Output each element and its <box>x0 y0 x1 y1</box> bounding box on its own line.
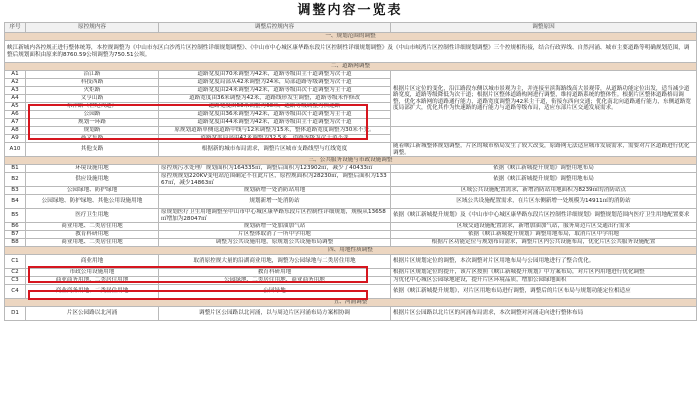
table-row <box>5 255 697 269</box>
row-id: B8 <box>5 239 26 247</box>
intro-row <box>5 41 697 63</box>
row-id: C1 <box>5 255 26 269</box>
table-row <box>5 223 697 231</box>
page-title: 调整内容一览表 <box>297 3 403 18</box>
table-row <box>5 187 697 195</box>
section-label: 二、道路网调整 <box>5 63 697 71</box>
row-adjusted: 道路宽度由36米调整为42米，道路线形发生调整，道路等级未作修改 <box>159 95 391 103</box>
section-row <box>5 299 697 307</box>
row-adjusted: 规划新增一处消防站 <box>159 195 391 209</box>
row-original: 市政公用设施用地 <box>26 269 159 277</box>
table-row <box>5 165 697 173</box>
row-original: 环境设施用地 <box>26 165 159 173</box>
table-row <box>5 173 697 187</box>
table-row <box>5 143 697 157</box>
row-original: 公园路 <box>26 111 159 119</box>
table-row <box>5 127 697 135</box>
row-reason: 依据《峡江新城提升规划》调整用地布局，取消片区中学用地 <box>391 231 697 239</box>
row-reason: 根据片区公园路以北片区的河涌布局需求，本次调整对河涌走向进行整体布局 <box>391 307 697 321</box>
row-id: A3 <box>5 87 26 95</box>
row-adjusted: 取消原控规大量的沿湖商业用地，调整为公园绿地与二类居住用地 <box>159 255 391 269</box>
row-original: 科技西路 <box>26 79 159 87</box>
row-id: A6 <box>5 111 26 119</box>
table-row <box>5 285 697 299</box>
row-original: 公园绿地、防护绿地、其他公用设施用地 <box>26 195 159 209</box>
row-reason: 根据片区定位的变化，沿江路段东侧以城市景观为主，并连接至滨海路线高大景观带，从道路功能定位出发，适当减少道路宽度，道路等级降低为次干道；根据片区整体道路构网进行调整，维持道路系统的整体性。根据片区整体道路格局调整，优化本路网的道路通行能力，道路宽度调整为42米主干道，衔接东西向交通；优化南北向道路通行能力，东侧道路宽度局部扩大，优化其作为快速路的通行能力与道路等级布局，适应东部片区交通发展需求。 <box>391 71 697 127</box>
table-row <box>5 231 697 239</box>
header-id: 序号 <box>5 23 26 33</box>
header-reason: 调整原因 <box>391 23 697 33</box>
row-reason: 根据片区功能定位与规划布局需求，调整片区内公共设施布局，优化片区公共服务设施配置 <box>391 239 697 247</box>
row-id: A7 <box>5 119 26 127</box>
row-adjusted: 道路宽度由24米调整为42米，道路等级由次干道调整为主干道 <box>159 87 391 95</box>
row-id: B6 <box>5 223 26 231</box>
header-row <box>5 23 697 33</box>
row-original: 商业用地 <box>26 255 159 269</box>
row-adjusted: 原规划医疗卫生用地调整至中山市中心城区康华路东段片区控制性详细规划，规模从13658㎡增加为28047㎡ <box>159 209 391 223</box>
row-original: 教育科研用地 <box>26 231 159 239</box>
row-adjusted: 公园绿地、二类居住用地、商业商务用地 <box>159 277 391 285</box>
row-id: B2 <box>5 173 26 187</box>
row-id: B7 <box>5 231 26 239</box>
row-id: B1 <box>5 165 26 173</box>
row-reason: 区域交通设施配置需求，新增加油加气站，服务周边片区交通出行需求 <box>391 223 697 231</box>
table-row <box>5 71 697 79</box>
row-reason: 依据《峡江新城提升规划》，对片区用地布局进行调整，调整后的片区布局与规划功能定位相适应 <box>391 285 697 299</box>
row-reason: 区域公共设施配置需求，新增消防站用地面积为8239㎡的消防站点 <box>391 187 697 195</box>
header-adjusted: 调整后控规内容 <box>159 23 391 33</box>
row-adjusted: 道路宽度由70米调整为42米，道路等级由主干道调整为次干道 <box>159 71 391 79</box>
row-original: 片区公园路以北河涌 <box>26 307 159 321</box>
row-original: 商业商务用地、二类居住用地 <box>26 285 159 299</box>
row-reason: 依据《峡江新城提升规划》调整用地布局 <box>391 165 697 173</box>
row-id: C4 <box>5 285 26 299</box>
row-id: C2 <box>5 269 26 277</box>
row-adjusted: 规划新增一处消防站用地 <box>159 187 391 195</box>
row-reason: 为优化中心城区公园绿地建设，提升片区环境品质，增加公园绿地面积 <box>391 277 697 285</box>
row-original: 公园绿地、防护绿地 <box>26 187 159 195</box>
row-adjusted: 道路宽度局部从42米调整为24米，局部道路等级调整为次干道 <box>159 79 391 87</box>
row-id: B5 <box>5 209 26 223</box>
row-adjusted: 道路宽度由50米调整为60米，道路等级调整为快速路 <box>159 103 391 111</box>
row-original: 东洋路（世纪大道） <box>26 103 159 111</box>
section-row <box>5 157 697 165</box>
table-row <box>5 277 697 285</box>
row-adjusted: 片区整体取消了一所中学用地 <box>159 231 391 239</box>
row-id: A10 <box>5 143 26 157</box>
row-original: 商业用地、二类居住用地 <box>26 223 159 231</box>
row-original: 孙文东路 <box>26 135 159 143</box>
row-adjusted: 原控规污水处理厂规划面积为164335㎡，调整后面积为123902㎡，减少了40433㎡ <box>159 165 391 173</box>
section-row <box>5 247 697 255</box>
row-original: 规划路 <box>26 127 159 135</box>
section-label: 五、河涌调整 <box>5 299 697 307</box>
row-original: 商业用地、二类居住用地 <box>26 239 159 247</box>
row-id: D1 <box>5 307 26 321</box>
row-id: C3 <box>5 277 26 285</box>
row-reason: 根据片区规划定位的调整，本次调整对片区用地布局与公园用地进行了整合优化。 <box>391 255 697 269</box>
adjustment-table <box>4 22 697 321</box>
row-original: 沿江路 <box>26 71 159 79</box>
row-adjusted: 道路宽度局部由42米调整为32.5米，道路等级为次干道不变 <box>159 135 391 143</box>
row-id: A2 <box>5 79 26 87</box>
row-reason: 依据《峡江新城提升规划》及《中山市中心城区康华路东段片区控制性详细规划》调整规划范围内医疗卫生用地配置要求 <box>391 209 697 223</box>
row-id: A8 <box>5 127 26 135</box>
row-original: 医疗卫生用地 <box>26 209 159 223</box>
row-reason <box>391 127 697 143</box>
section-label: 三、公共服务设施与市政设施调整 <box>5 157 697 165</box>
row-id: A9 <box>5 135 26 143</box>
row-original: 其他支路 <box>26 143 159 157</box>
row-reason: 根据片区规划定位的提升，该片区按照《峡江新城提升规划》中方案布局，对片区内用地进行优化调整 <box>391 269 697 277</box>
table-row <box>5 269 697 277</box>
row-adjusted: 原规划道路单侧退道路中线与12米调整为15米，整体道路宽度调整为30米不变。 <box>159 127 391 135</box>
row-original: 文亨山路 <box>26 95 159 103</box>
row-adjusted: 原控规规划220KV变电站范围确定不在此片区，原控规面积为28230㎡，调整后面积为13367㎡，减少14863㎡ <box>159 173 391 187</box>
row-original: 规划一环路 <box>26 119 159 127</box>
row-original: 商业商务用地、二类居住用地 <box>26 277 159 285</box>
table-row <box>5 209 697 223</box>
row-id: A1 <box>5 71 26 79</box>
row-original: 供应设施用地 <box>26 173 159 187</box>
row-adjusted: 调整为公共设施用地，原规划公共设施布局调整 <box>159 239 391 247</box>
header-original: 原控规内容 <box>26 23 159 33</box>
row-adjusted: 根据新的城市布局需求，调整片区城市支路线型与红线宽度 <box>159 143 391 157</box>
row-id: A4 <box>5 95 26 103</box>
row-adjusted: 道路宽度由36米调整为42米，道路等级由次干道调整为主干道 <box>159 111 391 119</box>
row-adjusted: 调整片区公园路以北河涌，以与周边片区河涌布局方案相协调 <box>159 307 391 321</box>
section-row <box>5 33 697 41</box>
row-adjusted: 道路宽度由44米调整为42米，道路等级由主干道调整为次干道 <box>159 119 391 127</box>
row-reason: 依据《峡江新城提升规划》调整用地布局 <box>391 173 697 187</box>
table-row <box>5 195 697 209</box>
intro-text: 峡江新城内各控规正进行整体统筹，本控规调整为《中山市东区白沙湾片区控制性详细规划调整》、《中山市中心城区康华路东段片区控制性详细规划调整》及《中山市岐湾片区控制性详细规划调整》三个控规相衔接，结合行政界线、自然河涌、城市主要道路等明确规划范围，调整后规划面积由原来的8760.59公顷调整为750.51公顷。 <box>5 41 697 63</box>
section-row <box>5 63 697 71</box>
row-reason: 区域公共设施配置需求，在片区东侧新增一处规模为14911㎡的消防站 <box>391 195 697 209</box>
row-adjusted: 规划新增一处加油加气站 <box>159 223 391 231</box>
row-reason: 随着峡江新城整体规划调整，片区的城市格局发生了较大改变，原路网无法适应城市发展需求，需要对片区道路进行优化调整。 <box>391 143 697 157</box>
row-id: A5 <box>5 103 26 111</box>
section-label: 一、规划范围的调整 <box>5 33 697 41</box>
table-row <box>5 239 697 247</box>
section-label: 四、用地性质调整 <box>5 247 697 255</box>
row-id: B3 <box>5 187 26 195</box>
table-row <box>5 307 697 321</box>
row-id: B4 <box>5 195 26 209</box>
row-adjusted: 公园绿地 <box>159 285 391 299</box>
row-original: 火炬路 <box>26 87 159 95</box>
row-adjusted: 教育科研用地 <box>159 269 391 277</box>
